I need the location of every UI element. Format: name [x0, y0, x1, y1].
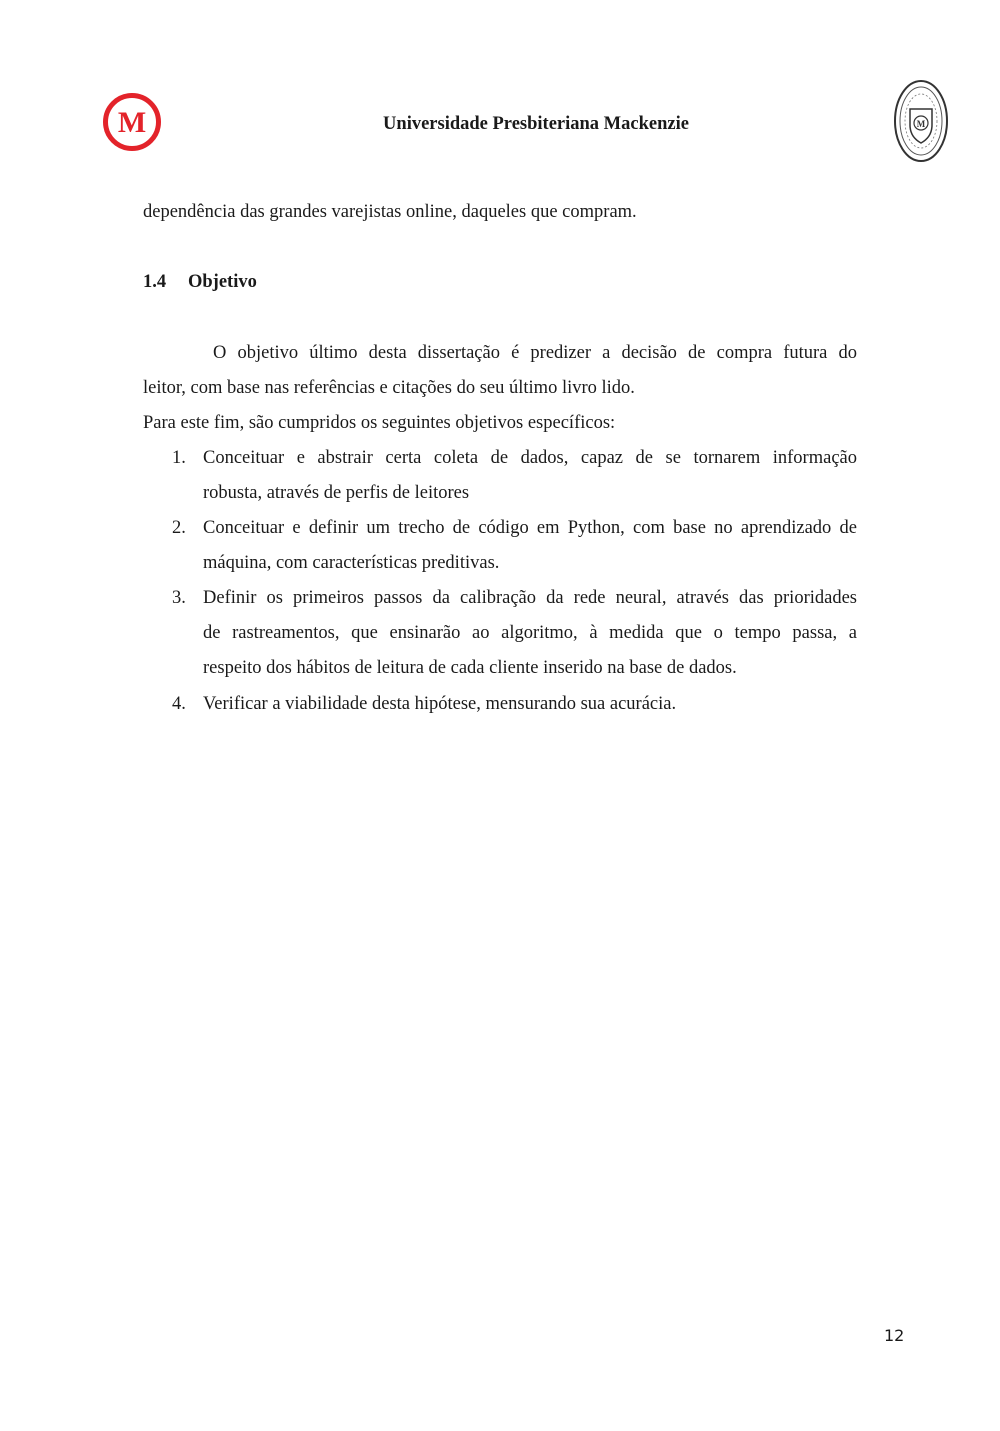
- intro-text: Para este fim, são cumpridos os seguintes objetivos específicos:: [143, 413, 616, 433]
- institution-name: Universidade Presbiteriana Mackenzie: [383, 114, 689, 134]
- list-item-line: Definir os primeiros passos da calibração da rede neural, através das prioridades: [203, 588, 857, 608]
- list-item-line: Verificar a viabilidade desta hipótese, mensurando sua acurácia.: [203, 694, 677, 714]
- section-number: 1.4: [143, 272, 167, 292]
- svg-text:M: M: [916, 119, 926, 129]
- university-seal-icon: [893, 79, 949, 163]
- paragraph-line: O objetivo último desta dissertação é predizer a decisão de compra futura do: [213, 343, 857, 363]
- section-title: Objetivo: [188, 272, 257, 292]
- list-item-line: Conceituar e definir um trecho de código em Python, com base no aprendizado de: [203, 518, 857, 538]
- svg-text:M: M: [117, 106, 147, 139]
- page-number: 12: [884, 1326, 905, 1345]
- continuation-text: dependência das grandes varejistas online, daqueles que compram.: [143, 202, 637, 222]
- paragraph-line: leitor, com base nas referências e citações do seu último livro lido.: [143, 378, 635, 398]
- list-item-number: 3.: [172, 588, 186, 608]
- section-heading: [143, 272, 257, 293]
- list-item-number: 1.: [172, 448, 186, 468]
- list-item-line: respeito dos hábitos de leitura de cada cliente inserido na base de dados.: [203, 658, 737, 678]
- list-item-line: robusta, através de perfis de leitores: [203, 483, 470, 503]
- list-item-line: de rastreamentos, que ensinarão ao algoritmo, à medida que o tempo passa, a: [203, 623, 857, 643]
- list-item-line: máquina, com características preditivas.: [203, 553, 500, 573]
- list-item-number: 2.: [172, 518, 186, 538]
- list-item-number: 4.: [172, 694, 186, 714]
- list-item-line: Conceituar e abstrair certa coleta de dados, capaz de se tornarem informação: [203, 448, 857, 468]
